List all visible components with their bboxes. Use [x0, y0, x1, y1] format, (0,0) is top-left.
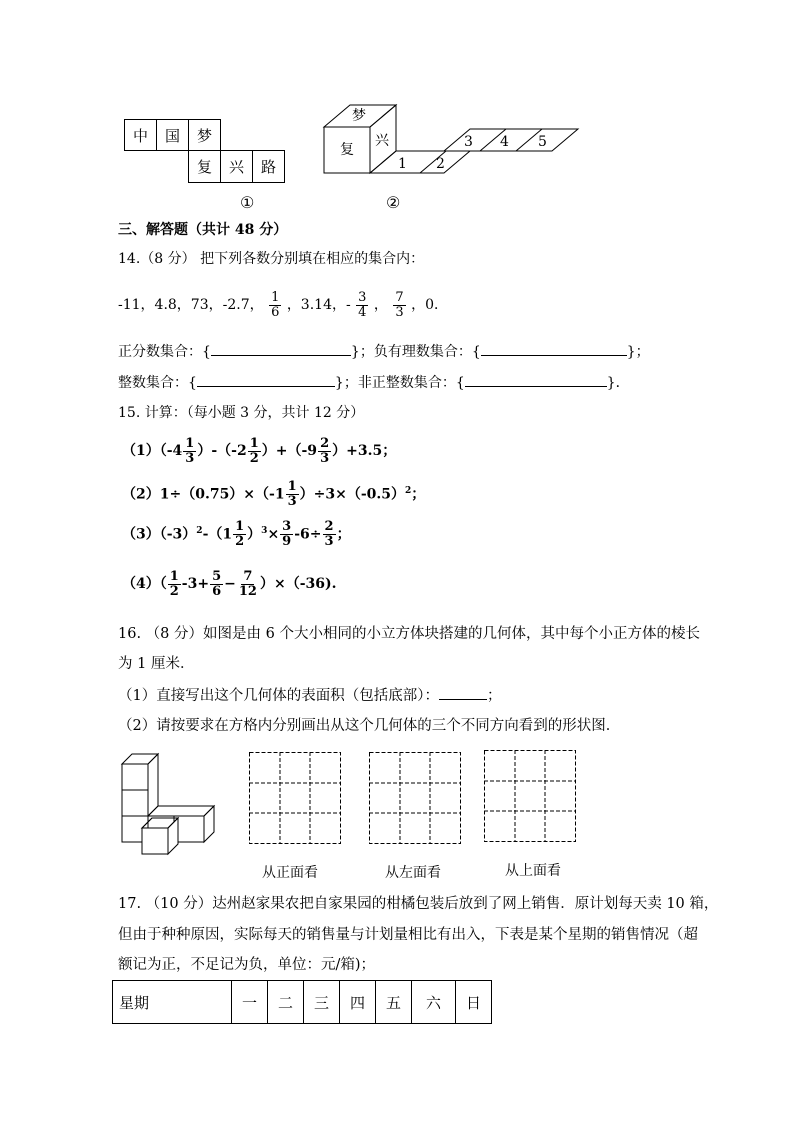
strip-number: 2	[436, 156, 445, 172]
table-row	[113, 981, 492, 1024]
table-header-cell: 日	[456, 981, 492, 1024]
q16-prompt-1: 16. （8 分）如图是由 6 个大小相同的小立方体块搭建的几何体，其中每个小正方体的棱长	[118, 626, 700, 642]
grid-top-view[interactable]	[484, 750, 576, 842]
section-heading: 三、解答题（共计 48 分）	[118, 222, 288, 238]
figure-1-label: ①	[240, 193, 255, 212]
table-header-cell: 星期	[113, 981, 232, 1024]
net-cell: 梦	[188, 119, 221, 151]
net-cell: 国	[156, 119, 189, 151]
table-header-cell: 三	[304, 981, 340, 1024]
q15-prompt: 15. 计算：（每小题 3 分，共计 12 分）	[118, 405, 365, 421]
grid-left-view[interactable]	[369, 752, 461, 844]
answer-blank[interactable]	[211, 355, 351, 356]
q14-sets-line-2	[118, 374, 630, 392]
set-close: }；	[626, 344, 650, 360]
set-label: 整数集合：{	[118, 375, 197, 391]
cube-side-label: 兴	[375, 133, 389, 149]
table-header-cell: 二	[268, 981, 304, 1024]
cube-top-label: 梦	[352, 108, 366, 124]
q14-numbers-text: ，0．	[411, 297, 449, 313]
q14-prompt: 14.（8 分） 把下列各数分别填在相应的集合内：	[118, 251, 425, 267]
strip-number: 1	[398, 156, 407, 172]
net-cell: 复	[188, 150, 221, 183]
q14-numbers-text: ，	[373, 297, 388, 313]
sales-table	[112, 980, 492, 1024]
answer-blank[interactable]	[465, 386, 607, 387]
q16-sub-2: （2）请按要求在方格内分别画出从这个几何体的三个不同方向看到的形状图．	[118, 718, 621, 734]
grid-front-view[interactable]	[249, 752, 341, 844]
caption-top-view: 从上面看	[505, 863, 561, 879]
q16-sub-1: （1）直接写出这个几何体的表面积（包括底部）： ；	[118, 688, 502, 704]
fraction: $\frac{3}{4}$	[358, 289, 367, 320]
q15-problem-4: （4）（ $\frac{1}{2}$ -3+ $\frac{5}{6}$ − $\frac{7}{12}$ ）×（-36).	[122, 568, 337, 599]
q15-problem-2: （2）1÷（0.75）×（-1 $\frac{1}{3}$ ）$\div 3\times(-0.5)^2$；	[122, 479, 426, 510]
figure-2-label: ②	[386, 193, 401, 212]
table-header-cell: 五	[376, 981, 412, 1024]
answer-blank[interactable]	[439, 699, 487, 700]
table-header-cell: 四	[340, 981, 376, 1024]
net-cell: 路	[252, 150, 285, 183]
q14-numbers	[118, 285, 448, 325]
q15-problem-1: （1）（-4 $\frac{1}{3}$ ）-（-2 $\frac{1}{2}$ ）+（-9 $\frac{2}{3}$ ）+3.5；	[122, 435, 397, 466]
strip-number: 4	[500, 134, 509, 150]
q14-sets-line-1	[118, 343, 650, 361]
q15-problem-3: $(3)(-3)^2-(1$ $\frac{1}{2}$ ）$^3$× $\frac{3}{9}$ -6÷ $\frac{2}{3}$ ；	[122, 519, 351, 550]
q16-prompt-2: 为 1 厘米．	[118, 656, 195, 672]
net-cell: 中	[124, 119, 157, 151]
net-cell: 兴	[220, 150, 253, 183]
set-label: 正分数集合：{	[118, 344, 211, 360]
caption-front-view: 从正面看	[262, 865, 318, 881]
caption-left-view: 从左面看	[385, 865, 441, 881]
answer-blank[interactable]	[481, 355, 627, 356]
fraction: $\frac{1}{6}$	[271, 289, 280, 320]
q14-numbers-text: -11，4.8，73，-2.7，	[118, 297, 264, 313]
fraction: $\frac{7}{3}$	[395, 289, 404, 320]
q17-line-2: 但由于种种原因，实际每天的销售量与计划量相比有出入，下表是某个星期的销售情况（超	[118, 927, 698, 943]
q17-line-3: 额记为正，不足记为负，单位：元/箱)；	[118, 957, 376, 973]
set-close: }．	[606, 375, 630, 391]
answer-blank[interactable]	[197, 386, 335, 387]
strip-number: 5	[538, 134, 547, 150]
cube-front-label: 复	[340, 142, 354, 158]
table-header-cell: 六	[412, 981, 456, 1024]
q14-numbers-text: ，3.14，-	[286, 297, 351, 313]
cube-stack-drawing	[118, 750, 218, 856]
table-header-cell: 一	[232, 981, 268, 1024]
strip-number: 3	[464, 134, 473, 150]
set-label: }；非正整数集合：{	[334, 375, 465, 391]
set-label: }；负有理数集合：{	[350, 344, 481, 360]
q17-line-1: 17. （10 分）达州赵家果农把自家果园的柑橘包装后放到了网上销售．原计划每天卖 10 箱，	[118, 896, 719, 912]
